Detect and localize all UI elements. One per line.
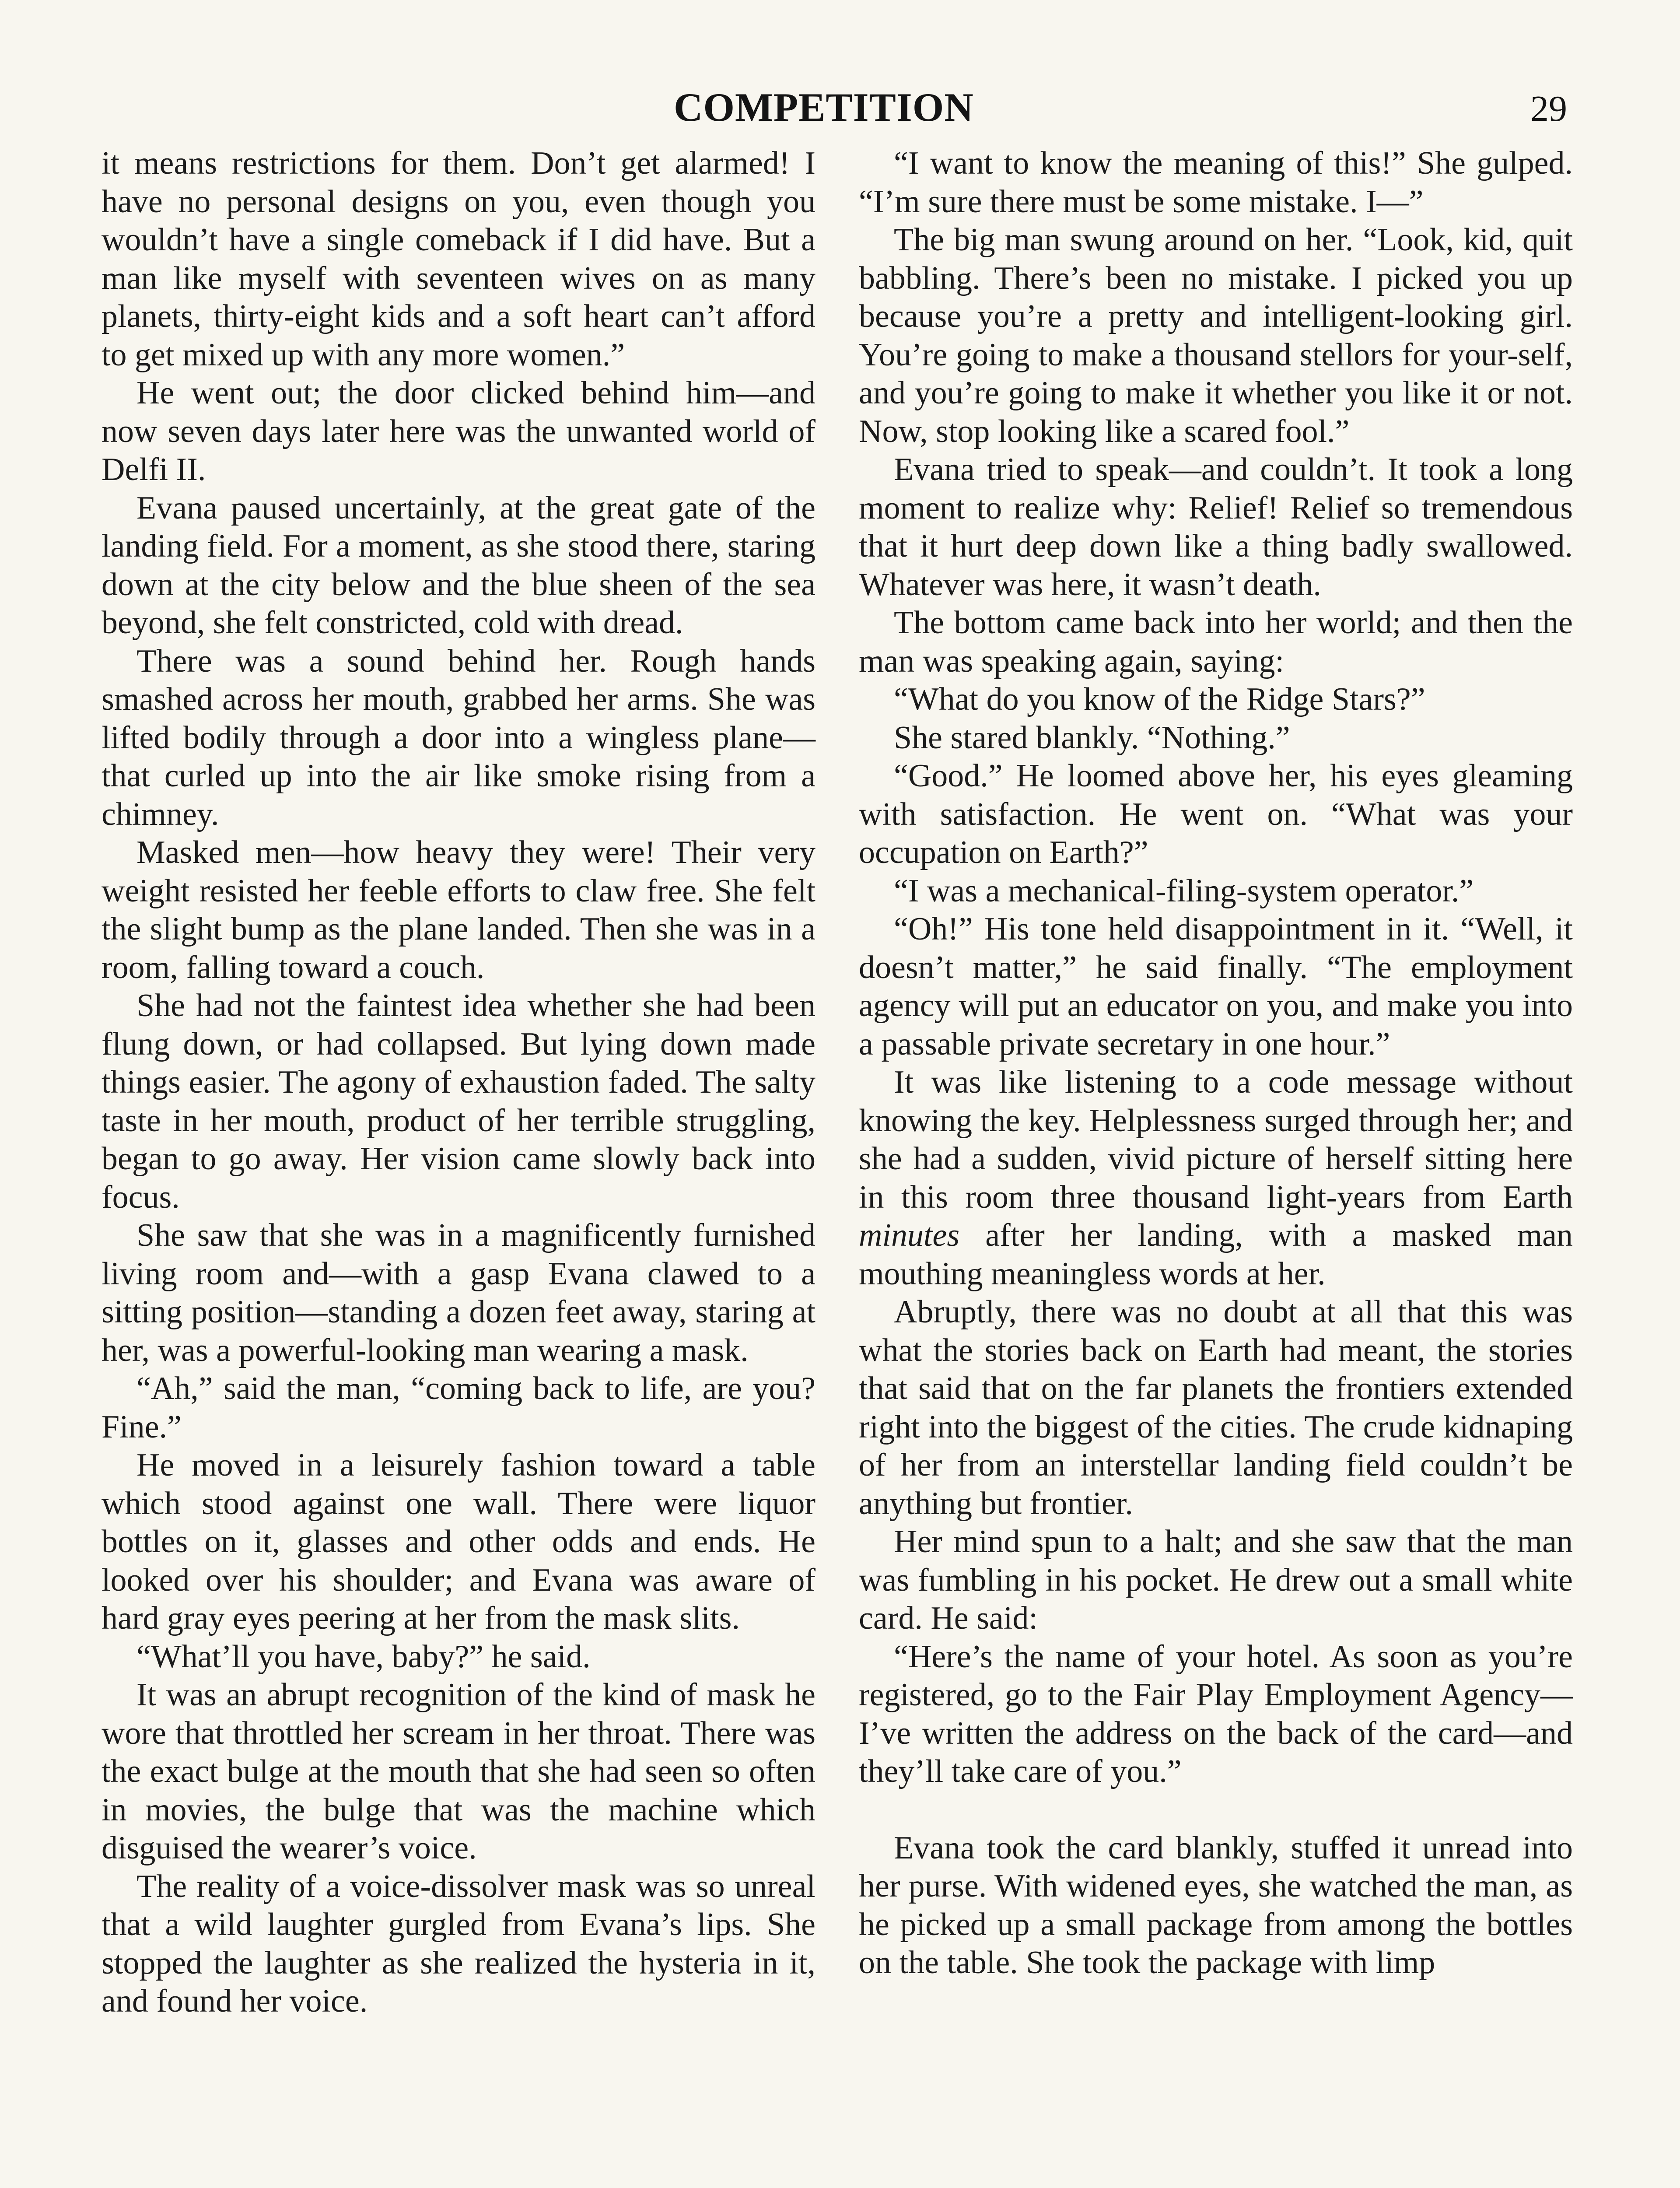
paragraph: He went out; the door clicked behind him—and now seven days later here was the unwanted world of Delfi II. [102,375,816,487]
paragraph: She saw that she was in a magnificently furnished living room and—with a gasp Evana clawed to a sitting position—standing a dozen feet away, staring at her, was a powerful-looking man wearing a mask. [102,1217,816,1368]
page-number: 29 [1530,88,1567,129]
paragraph: “Good.” He loomed above her, his eyes gleaming with satisfaction. He went on. “What was your occupation on Earth?” [859,758,1573,870]
paragraph: She stared blankly. “Nothing.” [894,719,1290,756]
paragraph: The bottom came back into her world; and then the man was speaking again, saying: [859,605,1573,679]
paragraph: Evana paused uncertainly, at the great gate of the landing field. For a moment, as she stood there, staring down at the city below and the blue sheen of the sea beyond, she felt constricted, cold with dread. [102,490,816,641]
chapter-title: COMPETITION [674,85,974,130]
paragraph: “Oh!” His tone held disappointment in it. “Well, it doesn’t matter,” he said finally. “The employment agency will put an educator on you, and make you into a passable private secretary in one hour.” [859,911,1573,1062]
paragraph: He moved in a leisurely fashion toward a table which stood against one wall. There were liquor bottles on it, glasses and other odds and ends. He looked over his shoulder; and Evana was aware of hard gray eyes peering at her from the mask slits. [102,1447,816,1636]
running-head [0,81,1680,133]
paragraph: Evana tried to speak—and couldn’t. It took a long moment to realize why: Relief! Relief so tremendous that it hurt deep down like a thing badly swallowed. Whatever was here, it wasn’t death. [859,452,1573,603]
paragraph: “I want to know the meaning of this!” She gulped. “I’m sure there must be some mistake. I—” [859,145,1573,220]
paragraph: It was an abrupt recognition of the kind of mask he wore that throttled her scream in her throat. There was the exact bulge at the mouth that she had seen so often in movies, the bulge that was the machine which disguised the wearer’s voice. [102,1677,816,1866]
paragraph: Her mind spun to a halt; and she saw that the man was fumbling in his pocket. He drew out a small white card. He said: [859,1524,1573,1636]
paragraph: it means restrictions for them. Don’t get alarmed! I have no personal designs on you, even though you wouldn’t have a single comeback if I did have. But a man like myself with seventeen wives on as many planets, thirty-eight kids and a soft heart can’t afford to get mixed up with any more women.” [102,145,816,373]
left-column [102,144,816,2021]
paragraph: “What do you know of the Ridge Stars?” [894,681,1425,717]
paragraph: “What’ll you have, baby?” he said. [136,1638,591,1675]
paragraph: The reality of a voice-dissolver mask was so unreal that a wild laughter gurgled from Evana’s lips. She stopped the laughter as she realized the hysteria in it, and found her voice. [102,1868,816,2019]
italic-text: minutes [859,1217,960,1253]
paragraph: There was a sound behind her. Rough hands smashed across her mouth, grabbed her arms. She was lifted bodily through a door into a wingless plane—that curled up into the air like smoke rising from a chimney. [102,643,816,832]
text-run: It was like listening to a code message without knowing the key. Helplessness surged through her; and she had a sudden, vivid picture of herself sitting here in this room three thousand light-years from Earth [859,1064,1573,1215]
paragraph: “I was a mechanical-filing-system operator.” [894,873,1474,909]
text-run: after her landing, with a masked man mouthing meaningless words at her. [859,1217,1573,1292]
paragraph: “Here’s the name of your hotel. As soon as you’re registered, go to the Fair Play Employment Agency—I’ve written the address on the back of the card—and they’ll take care of you.” [859,1638,1573,1789]
paragraph: Masked men—how heavy they were! Their very weight resisted her feeble efforts to claw free. She felt the slight bump as the plane landed. Then she was in a room, falling toward a couch. [102,835,816,985]
right-column [859,144,1573,1982]
paragraph: Abruptly, there was no doubt at all that this was what the stories back on Earth had meant, the stories that said that on the far planets the frontiers extended right into the biggest of the cities. The crude kidnaping of her from an interstellar landing field couldn’t be anything but frontier. [859,1294,1573,1522]
paragraph: The big man swung around on her. “Look, kid, quit babbling. There’s been no mistake. I picked you up because you’re a pretty and intelligent-looking girl. You’re going to make a thousand stellors for your-self, and you’re going to make it whether you like it or not. Now, stop looking like a scared fool.” [859,222,1573,449]
paragraph: Evana took the card blankly, stuffed it unread into her purse. With widened eyes, she watched the man, as he picked up a small package from among the bottles on the table. She took the package with limp [859,1830,1573,1981]
paragraph-with-italic [859,1063,1573,1293]
paragraph: She had not the faintest idea whether she had been flung down, or had collapsed. But lying down made things easier. The agony of exhaustion faded. The salty taste in her mouth, product of her terrible struggling, began to go away. Her vision came slowly back into focus. [102,988,816,1215]
paragraph: “Ah,” said the man, “coming back to life, are you? Fine.” [102,1371,816,1445]
